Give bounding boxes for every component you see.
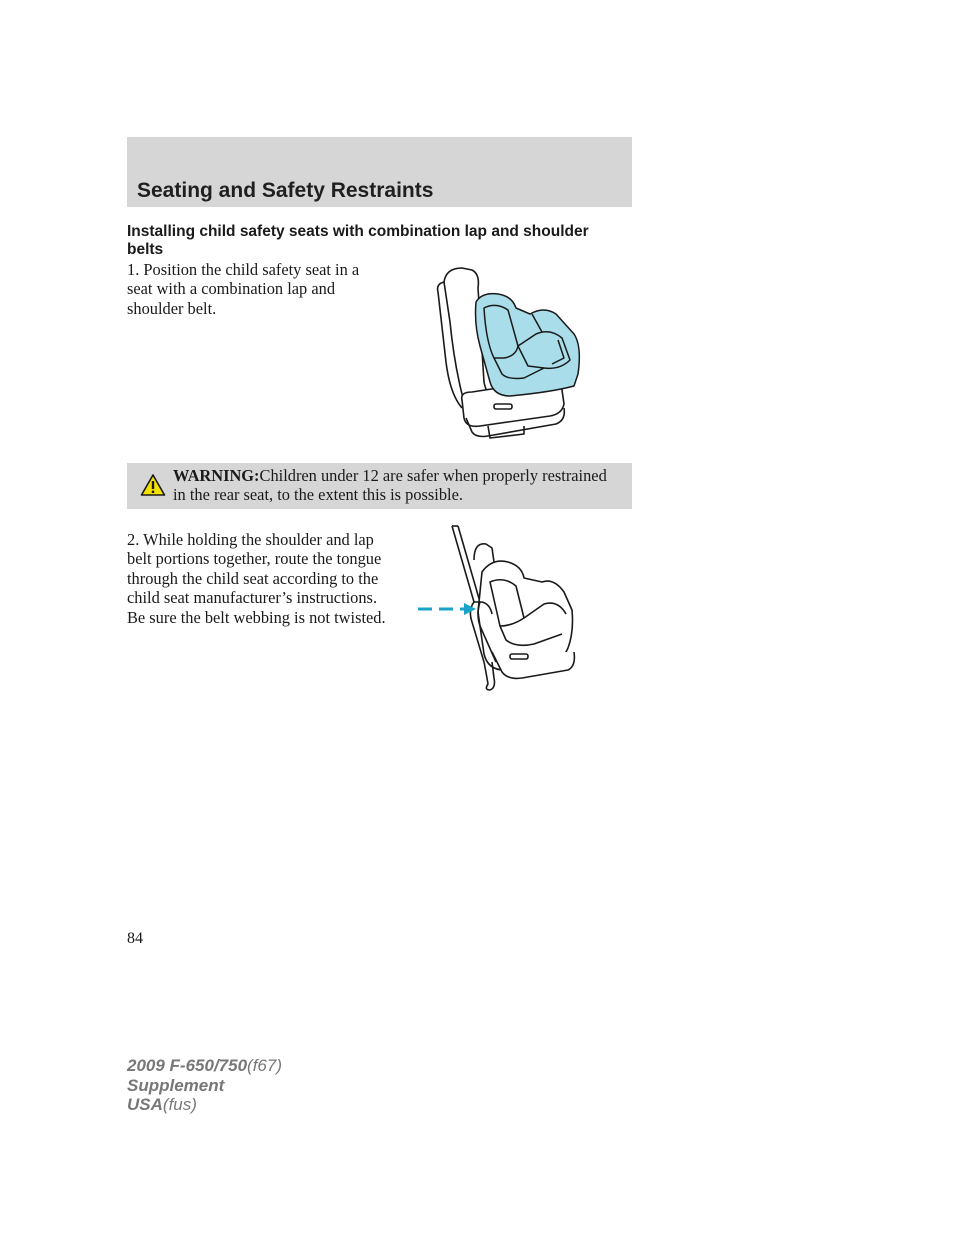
warning-box bbox=[127, 463, 632, 509]
footer-market-code: (fus) bbox=[162, 1095, 197, 1114]
footer-model: 2009 F-650/750 bbox=[127, 1056, 248, 1075]
step-2-text: 2. While holding the shoulder and lap belt portions together, route the tongue through the child seat according to the child seat manufacturer’s instructions. Be sure the belt webbing is not twisted. bbox=[127, 530, 386, 627]
step-1-text: 1. Position the child safety seat in a seat with a combination lap and shoulder belt. bbox=[127, 260, 360, 318]
section-heading: Installing child safety seats with combination lap and shoulder belts bbox=[127, 223, 589, 258]
section-header-band bbox=[127, 137, 632, 207]
footer-imprint bbox=[127, 1056, 282, 1115]
footer-supplement: Supplement bbox=[127, 1075, 225, 1095]
section-title: Seating and Safety Restraints bbox=[137, 179, 434, 202]
warning-text bbox=[173, 466, 623, 505]
child-seat-illustration bbox=[432, 262, 592, 442]
footer-model-code: (f67) bbox=[247, 1056, 283, 1075]
belt-routing-illustration bbox=[412, 522, 582, 692]
warning-triangle-icon bbox=[140, 473, 166, 497]
warning-body: Children under 12 are safer when properly restrained in the rear seat, to the extent this is possible. bbox=[173, 466, 607, 505]
footer-market: USA bbox=[127, 1095, 163, 1114]
warning-label: WARNING: bbox=[173, 466, 260, 485]
page-number: 84 bbox=[127, 930, 143, 947]
